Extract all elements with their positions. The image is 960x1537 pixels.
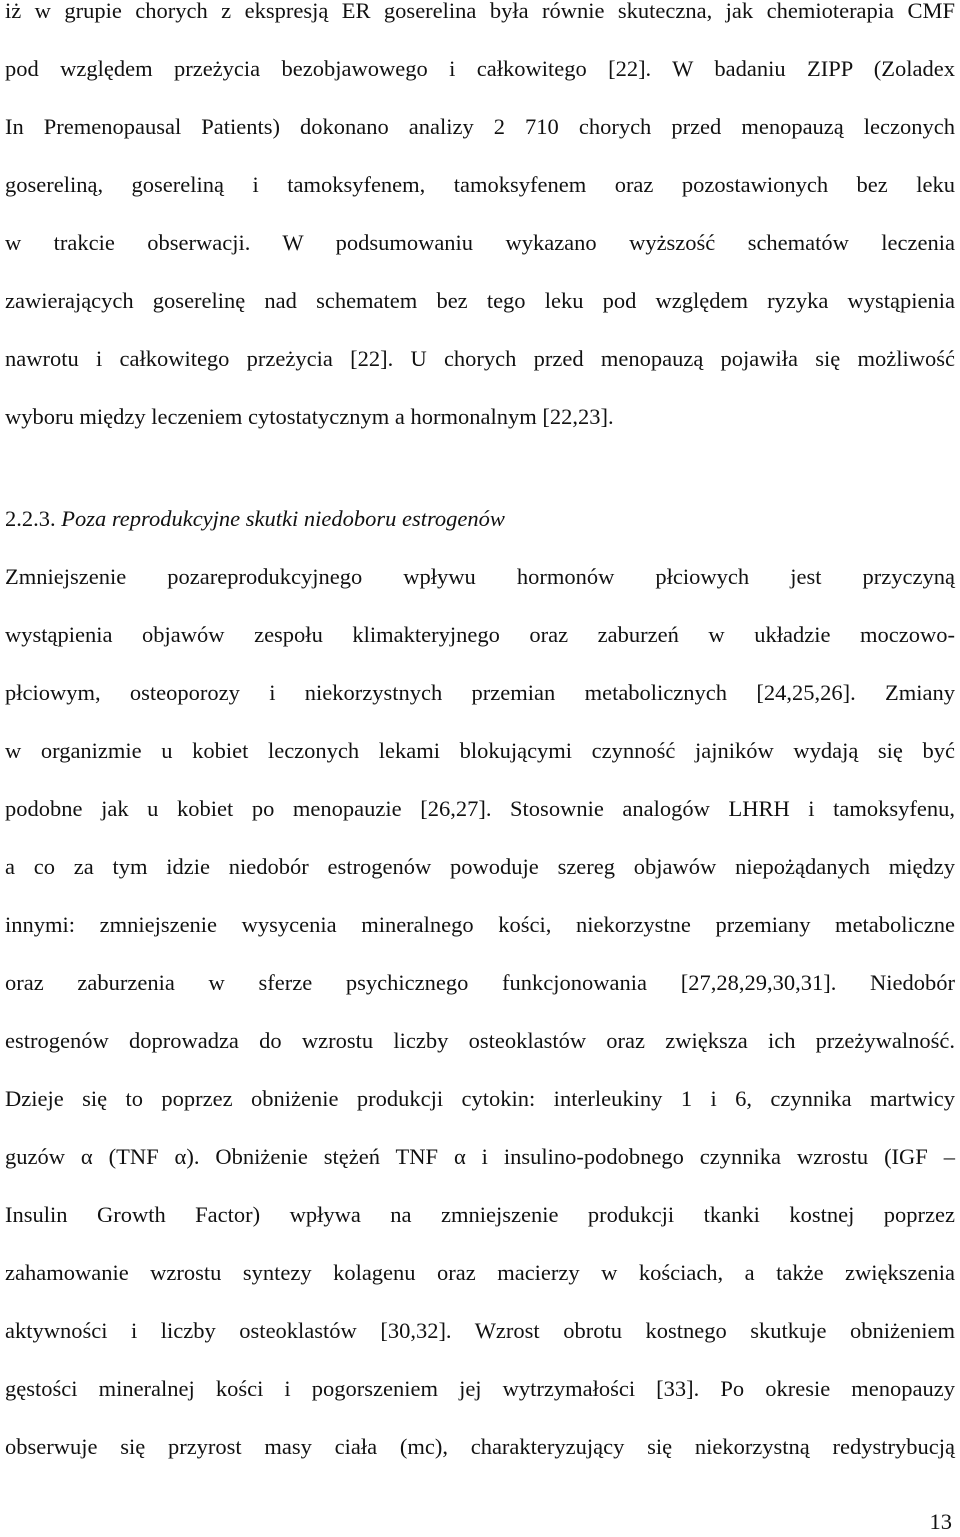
paragraph-2-line: Zmniejszenie pozareprodukcyjnego wpływu hormonów płciowych jest przyczyną bbox=[5, 564, 955, 589]
paragraph-2-line: płciowym, osteoporozy i niekorzystnych przemian metabolicznych [24,25,26]. Zmiany bbox=[5, 680, 955, 705]
paragraph-2-line: Insulin Growth Factor) wpływa na zmniejszenie produkcji tkanki kostnej poprzez bbox=[5, 1202, 955, 1227]
paragraph-1-line: iż w grupie chorych z ekspresją ER goserelina była równie skuteczna, jak chemioterapia CMF bbox=[5, 0, 955, 23]
paragraph-2-line: w organizmie u kobiet leczonych lekami blokującymi czynność jajników wydają się być bbox=[5, 738, 955, 763]
page-number: 13 bbox=[929, 1509, 952, 1534]
section-number: 2.2.3. bbox=[5, 506, 56, 531]
paragraph-2-line: zahamowanie wzrostu syntezy kolagenu oraz macierzy w kościach, a także zwiększenia bbox=[5, 1260, 955, 1285]
paragraph-1-line: w trakcie obserwacji. W podsumowaniu wykazano wyższość schematów leczenia bbox=[5, 230, 955, 255]
paragraph-1-line: pod względem przeżycia bezobjawowego i całkowitego [22]. W badaniu ZIPP (Zoladex bbox=[5, 56, 955, 81]
paragraph-2-line: innymi: zmniejszenie wysycenia mineralnego kości, niekorzystne przemiany metaboliczne bbox=[5, 912, 955, 937]
paragraph-1-line: wyboru między leczeniem cytostatycznym a hormonalnym [22,23]. bbox=[5, 404, 614, 429]
paragraph-2-line: oraz zaburzenia w sferze psychicznego funkcjonowania [27,28,29,30,31]. Niedobór bbox=[5, 970, 955, 995]
paragraph-2-line: Dzieje się to poprzez obniżenie produkcji cytokin: interleukiny 1 i 6, czynnika martwicy bbox=[5, 1086, 955, 1111]
paragraph-1-line: gosereliną, gosereliną i tamoksyfenem, tamoksyfenem oraz pozostawionych bez leku bbox=[5, 172, 955, 197]
paragraph-2-line: a co za tym idzie niedobór estrogenów powoduje szereg objawów niepożądanych między bbox=[5, 854, 955, 879]
paragraph-1-line: nawrotu i całkowitego przeżycia [22]. U chorych przed menopauzą pojawiła się możliwość bbox=[5, 346, 955, 371]
paragraph-1-line: zawierających goserelinę nad schematem bez tego leku pod względem ryzyka wystąpienia bbox=[5, 288, 955, 313]
paragraph-1-line: In Premenopausal Patients) dokonano analizy 2 710 chorych przed menopauzą leczonych bbox=[5, 114, 955, 139]
section-title: Poza reprodukcyjne skutki niedoboru estrogenów bbox=[61, 506, 505, 531]
paragraph-2-line: wystąpienia objawów zespołu klimakteryjnego oraz zaburzeń w układzie moczowo- bbox=[5, 622, 955, 647]
paragraph-2-line: guzów α (TNF α). Obniżenie stężeń TNF α i insulino-podobnego czynnika wzrostu (IGF – bbox=[5, 1144, 955, 1169]
paragraph-2-line: gęstości mineralnej kości i pogorszeniem jej wytrzymałości [33]. Po okresie menopauzy bbox=[5, 1376, 955, 1401]
paragraph-2-line: estrogenów doprowadza do wzrostu liczby osteoklastów oraz zwiększa ich przeżywalność. bbox=[5, 1028, 955, 1053]
section-heading bbox=[5, 505, 505, 533]
paragraph-2-line: obserwuje się przyrost masy ciała (mc), charakteryzujący się niekorzystną redystrybucją bbox=[5, 1434, 955, 1459]
paragraph-2-line: podobne jak u kobiet po menopauzie [26,27]. Stosownie analogów LHRH i tamoksyfenu, bbox=[5, 796, 955, 821]
paragraph-2-line: aktywności i liczby osteoklastów [30,32]. Wzrost obrotu kostnego skutkuje obniżeniem bbox=[5, 1318, 955, 1343]
